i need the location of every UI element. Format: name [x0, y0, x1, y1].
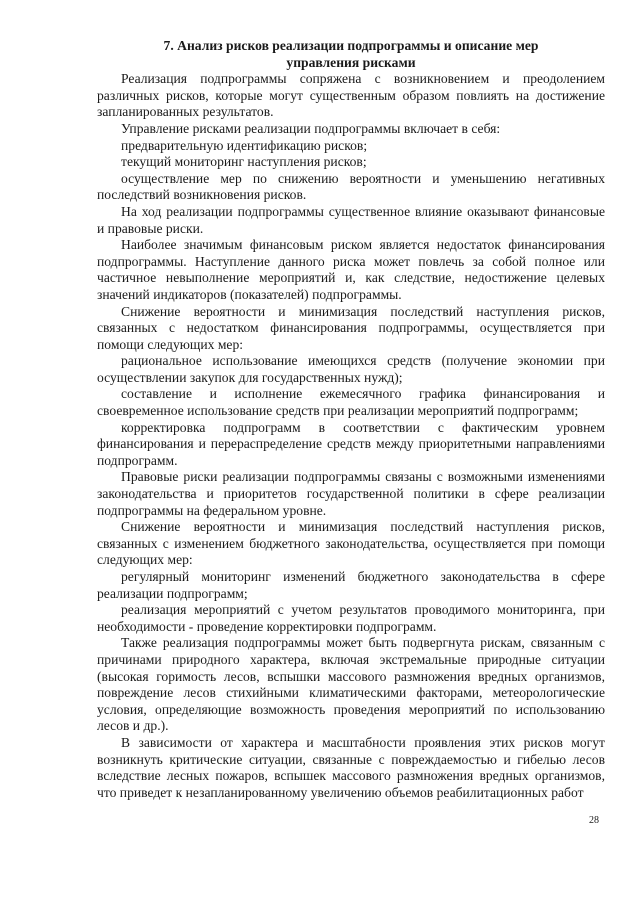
- section-heading-line-1: 7. Анализ рисков реализации подпрограммы и описание мер: [163, 38, 539, 53]
- paragraph-critical-situations: В зависимости от характера и масштабности проявления этих рисков могут возникнуть критические ситуации, связанные с повреждаемостью и гибелью лесов вследствие лесных пожаров, вспышек массового размножения вредных организмов, что приведет к незапланированному увеличению объемов реабилитационных работ: [97, 734, 605, 800]
- list-item-identification: предварительную идентификацию рисков;: [121, 137, 368, 153]
- list-item-monitoring: текущий мониторинг наступления рисков;: [121, 154, 367, 170]
- page-content: [97, 38, 605, 801]
- paragraph-financial-risk: Наиболее значимым финансовым риском является недостаток финансирования подпрограммы. Наступление данного риска может повлечь за собой полное или частичное невыполнение мероприятий и, как следствие, недостижение целевых значений индикаторов (показателей) подпрограммы.: [97, 237, 605, 302]
- section-heading-line-2: управления рисками: [286, 54, 416, 70]
- list-item-legal-implementation: реализация мероприятий с учетом результатов проводимого мониторинга, при необходимости - проведение корректировки подпрограмм.: [97, 602, 605, 634]
- list-item-legal-monitoring: регулярный мониторинг изменений бюджетного законодательства в сфере реализации подпрограмм;: [97, 569, 605, 601]
- paragraph-risk-management: Управление рисками реализации подпрограммы включает в себя:: [121, 120, 501, 136]
- list-item-schedule: составление и исполнение ежемесячного графика финансирования и своевременное использование средств при реализации мероприятий подпрограмм;: [97, 386, 605, 419]
- section-heading: [97, 38, 605, 71]
- paragraph-legal-measures: Снижение вероятности и минимизация последствий наступления рисков, связанных с изменением бюджетного законодательства, осуществляется при помощи следующих мер:: [97, 519, 605, 568]
- list-item-adjustment: корректировка подпрограмм в соответствии с фактическим уровнем финансирования и перераспределение средств между приоритетными направлениями подпрограмм.: [97, 419, 605, 468]
- paragraph-legal-risk: Правовые риски реализации подпрограммы связаны с возможными изменениями законодательства и приоритетов государственной политики в сфере реализации подпрограммы на федеральном уровне.: [97, 469, 605, 518]
- paragraph-intro: Реализация подпрограммы сопряжена с возникновением и преодолением различных рисков, которые могут существенным образом повлиять на достижение запланированных результатов.: [97, 71, 605, 120]
- paragraph-financial-measures: Снижение вероятности и минимизация последствий наступления рисков, связанных с недостатком финансирования подпрограммы, осуществляется при помощи следующих мер:: [97, 303, 605, 352]
- page-number: 28: [589, 815, 599, 826]
- list-item-rational-use: рациональное использование имеющихся средств (получение экономии при осуществлении закупок для государственных нужд);: [97, 353, 605, 385]
- paragraph-natural-risk: Также реализация подпрограммы может быть подвергнута рискам, связанным с причинами природного характера, включая экстремальные природные ситуации (высокая горимость лесов, вспышки массового размножения вредных организмов, повреждение лесов стихийными климатическими факторами, метеорологические условия, определяющие возможность проведения мероприятий по использованию лесов и др.).: [97, 635, 605, 734]
- list-item-mitigation: осуществление мер по снижению вероятности и уменьшению негативных последствий возникновения рисков.: [97, 170, 605, 203]
- paragraph-risk-types: На ход реализации подпрограммы существенное влияние оказывают финансовые и правовые риски.: [97, 203, 605, 236]
